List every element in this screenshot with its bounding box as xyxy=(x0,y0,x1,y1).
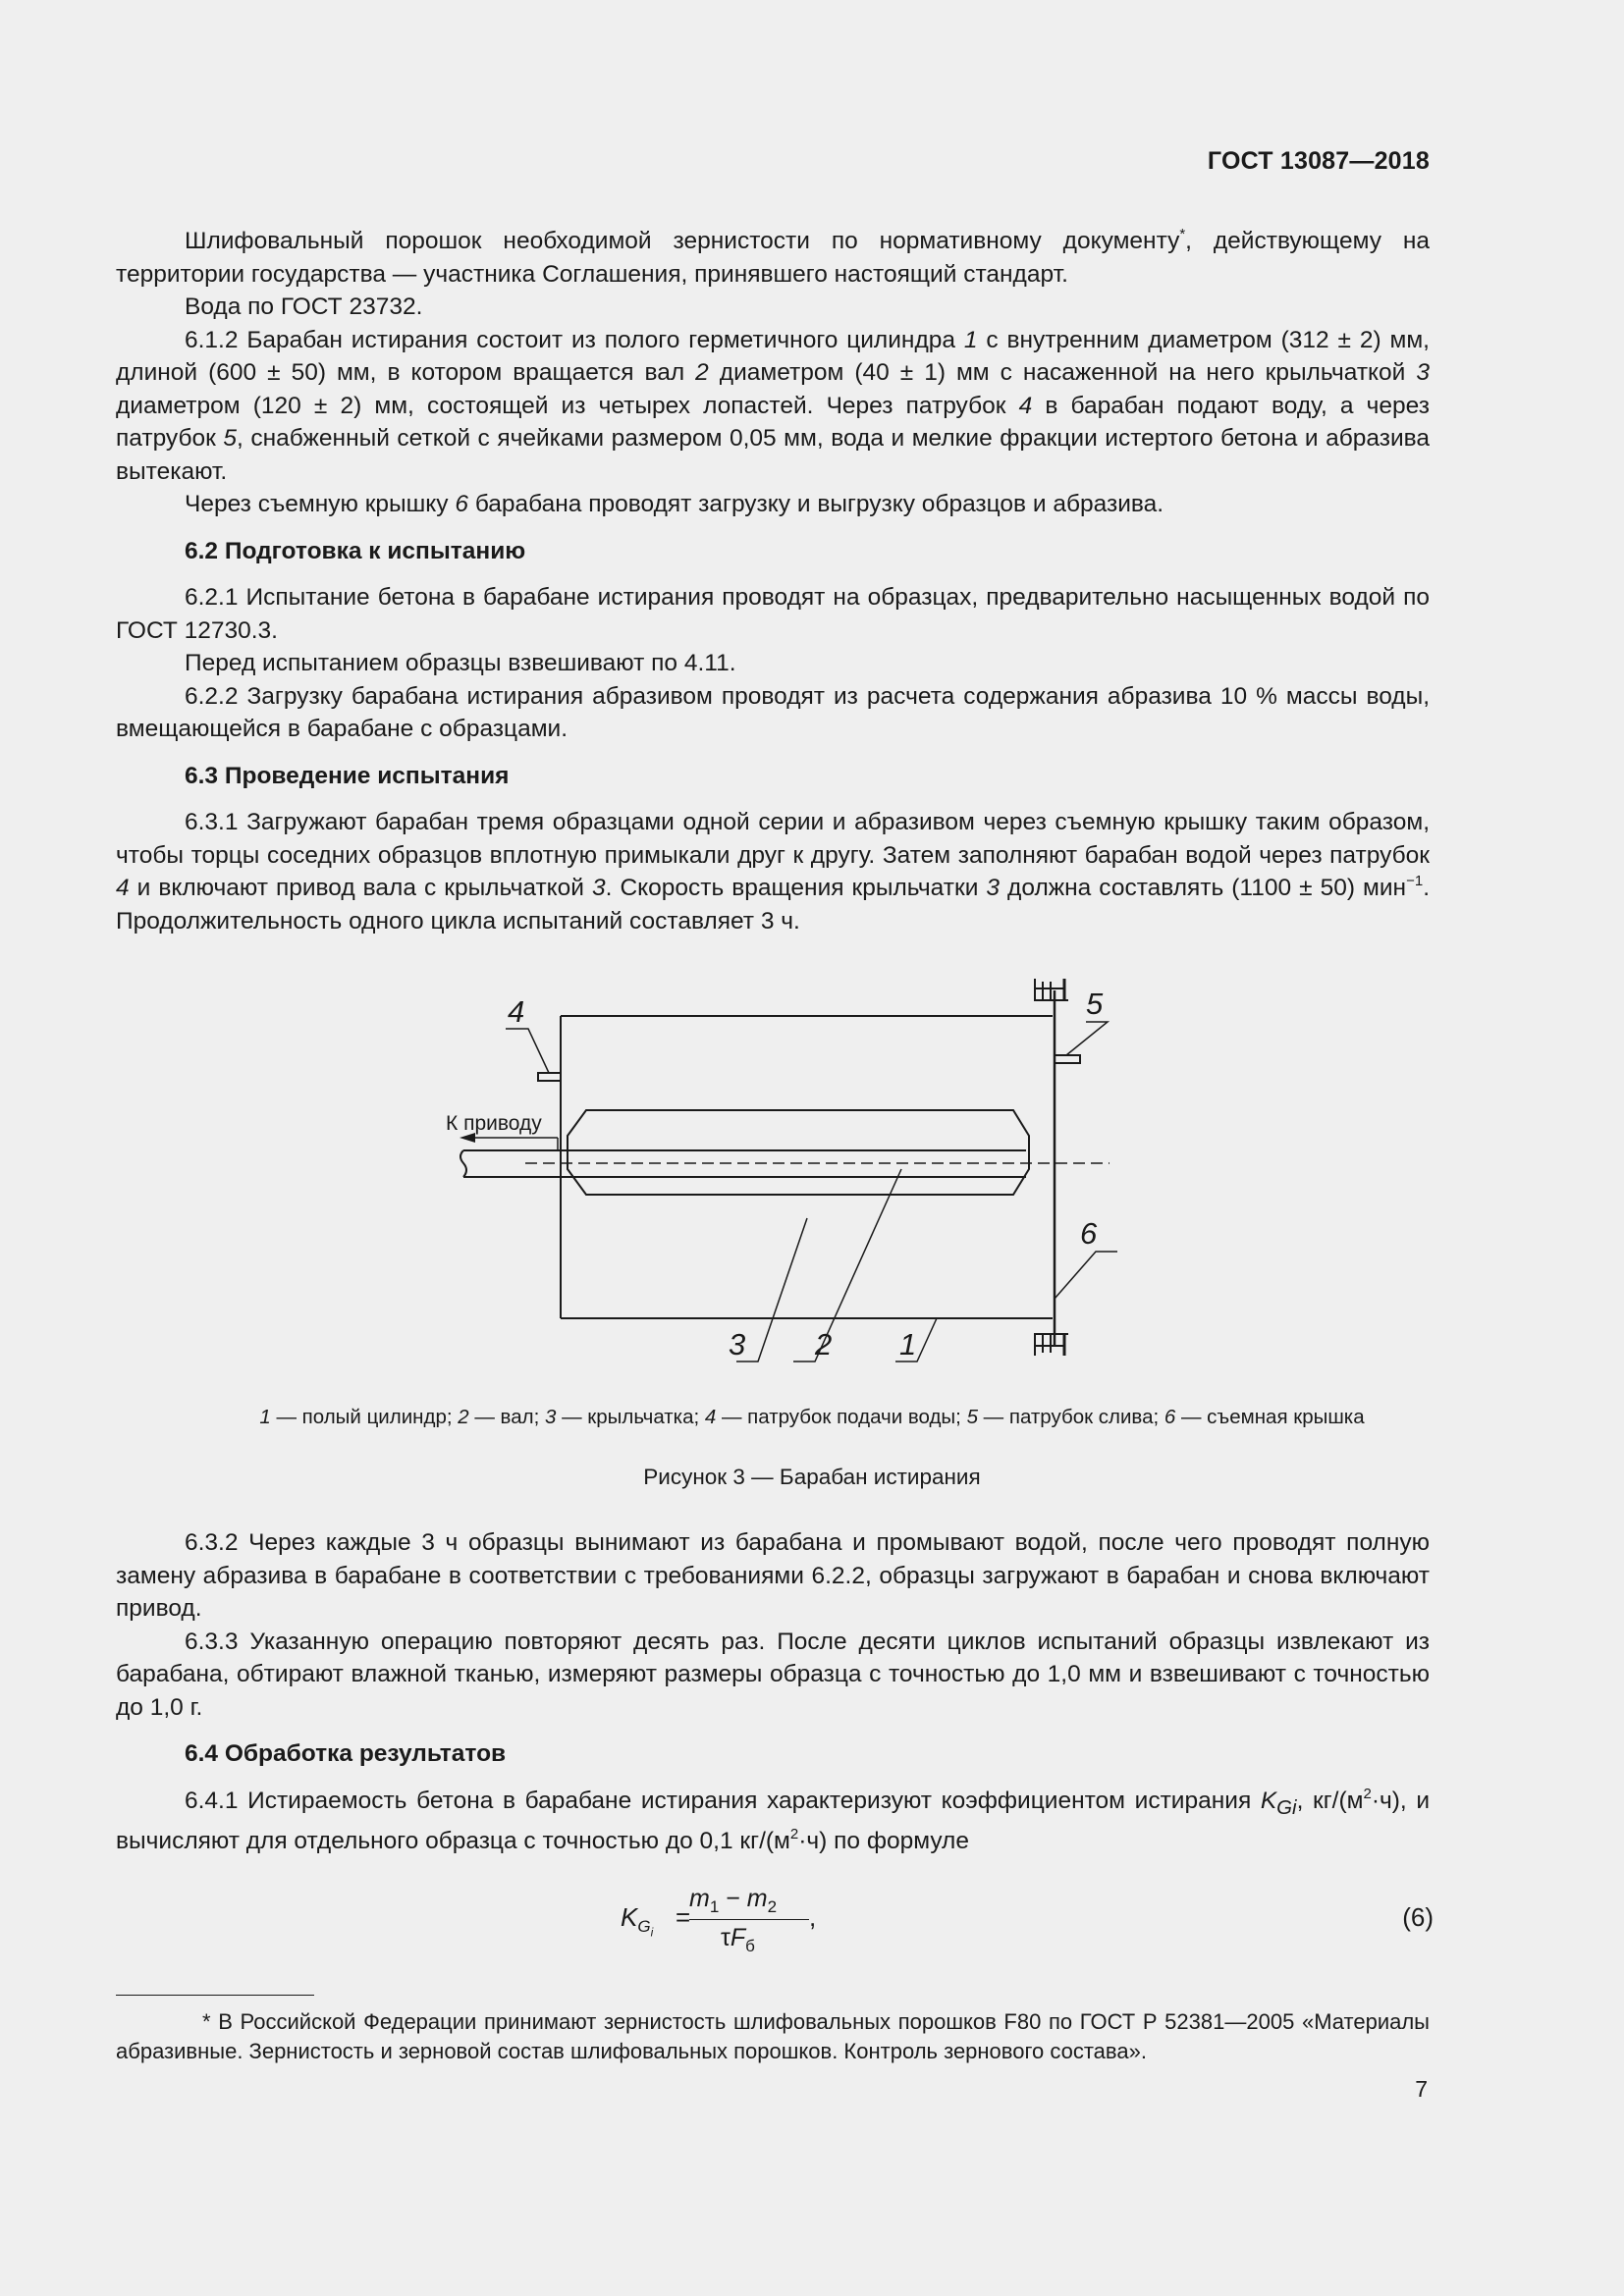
section-heading-6-4: 6.4 Обработка результатов xyxy=(185,1740,507,1767)
leader-4 xyxy=(506,1029,549,1073)
paragraph-6-4-1: 6.4.1 Истираемость бетона в барабане истирания характеризуют коэффициентом истирания $K_{Gi}$, $кг/(м^2\cdot ч)$, и вычисляют для отдельного образца с точностью до 0,1 $кг/(м^2\cdot ч)$ по формуле xyxy=(116,1785,1430,1854)
paragraph-water: Вода по ГОСТ 23732. xyxy=(185,294,423,320)
bottom-flange-bolt xyxy=(1035,1334,1064,1356)
paragraph-6-3-3: 6.3.3 Указанную операцию повторяют десять раз. После десяти циклов испытаний образцы извлекают из барабана, обтирают влажной тканью, измеряют размеры образца с точностью до 1,0 мм и взвешивают с точностью до 1,0 г. xyxy=(116,1628,1430,1721)
formula-denominator: $\tau F_б$ xyxy=(721,1924,755,1955)
paragraph-6-3-1: 6.3.1 Загружают барабан тремя образцами одной серии и абразивом через съемную крышку таким образом, чтобы торцы соседних образцов вплотную примыкали друг к другу. Затем заполняют барабан водой через патрубок 4 и включают привод вала с крыльчаткой 3. Скорость вращения крыльчатки 3 должна составлять (1100 ± 50) мин$^{-1}$. Продолжительность одного цикла испытаний составляет 3 ч. xyxy=(116,809,1430,934)
paragraph-6-2-1: 6.2.1 Испытание бетона в барабане истирания проводят на образцах, предварительно насыщенных водой по ГОСТ 12730.3. xyxy=(116,584,1430,644)
body-text-top xyxy=(116,225,1430,937)
document-number: ГОСТ 13087—2018 xyxy=(1207,147,1430,175)
paragraph-6-3-2: 6.3.2 Через каждые 3 ч образцы вынимают из барабана и промывают водой, после чего проводят полную замену абразива в барабане в соответствии с требованиями 6.2.2, образцы загружают в барабан и снова включают привод. xyxy=(116,1529,1430,1622)
formula-numerator: $m_1 - m_2$ xyxy=(689,1885,778,1916)
shaft-break xyxy=(460,1150,466,1177)
body-text-bottom xyxy=(116,1526,1430,1857)
formula-comma: , xyxy=(809,1902,817,1932)
label-4: 4 xyxy=(508,994,525,1029)
page-number: 7 xyxy=(1415,2076,1428,2102)
figure-legend: 1 — полый цилиндр; 2 — вал; 3 — крыльчатка; 4 — патрубок подачи воды; 5 — патрубок слива; 6 — съемная крышка xyxy=(259,1406,1365,1428)
section-heading-6-2: 6.2 Подготовка к испытанию xyxy=(185,537,526,564)
label-1: 1 xyxy=(899,1327,917,1362)
footnote-mark: * xyxy=(1179,226,1186,242)
top-flange-bolt xyxy=(1035,979,1064,1000)
fraction-bar xyxy=(689,1919,809,1920)
paragraph-lid: Через съемную крышку 6 барабана проводят загрузку и выгрузку образцов и абразива. xyxy=(185,491,1164,517)
formula-number: (6) xyxy=(1402,1902,1434,1932)
inlet-nozzle xyxy=(538,1073,561,1081)
paragraph-weighing: Перед испытанием образцы взвешивают по 4.11. xyxy=(185,650,736,676)
formula-6 xyxy=(609,1885,1434,1963)
drive-label: К приводу xyxy=(446,1112,542,1135)
impeller xyxy=(568,1110,1029,1195)
outlet-nozzle xyxy=(1055,1055,1080,1063)
leader-3 xyxy=(736,1218,807,1362)
footnote-rule xyxy=(116,1995,314,1996)
leader-5 xyxy=(1066,1022,1108,1055)
label-2: 2 xyxy=(815,1327,833,1362)
leader-2 xyxy=(793,1169,901,1362)
label-5: 5 xyxy=(1086,987,1104,1021)
figure-caption: Рисунок 3 — Барабан истирания xyxy=(643,1465,981,1489)
footnote-text: * В Российской Федерации принимают зернистость шлифовальных порошков F80 по ГОСТ Р 52381—2005 «Материалы абразивные. Зернистость и зерновой состав шлифовальных порошков. Контроль зернового состава». xyxy=(116,2009,1430,2063)
figure-drum-diagram xyxy=(432,967,1139,1369)
paragraph-6-2-2: 6.2.2 Загрузку барабана истирания абразивом проводят из расчета содержания абразива 10 % массы воды, вмещающейся в барабане с образцами. xyxy=(116,682,1430,742)
label-3: 3 xyxy=(729,1327,746,1362)
formula-equals: = xyxy=(676,1902,691,1932)
leader-6 xyxy=(1055,1252,1117,1299)
label-6: 6 xyxy=(1080,1216,1098,1251)
footnote xyxy=(116,2007,1430,2066)
section-heading-6-3: 6.3 Проведение испытания xyxy=(185,762,510,789)
paragraph-abrasive: Шлифовальный порошок необходимой зернистости по нормативному документу*, действующему на территории государства — участника Соглашения, принявшего настоящий стандарт. xyxy=(116,226,1430,288)
paragraph-6-1-2: 6.1.2 Барабан истирания состоит из полого герметичного цилиндра 1 с внутренним диаметром (312 ± 2) мм, длиной (600 ± 50) мм, в котором вращается вал 2 диаметром (40 ± 1) мм с насаженной на него крыльчаткой 3 диаметром (120 ± 2) мм, состоящей из четырех лопастей. Через патрубок 4 в барабан подают воду, а через патрубок 5, снабженный сеткой с ячейками размером 0,05 мм, вода и мелкие фракции истертого бетона и абразива вытекают. xyxy=(116,326,1431,485)
formula-lhs: $K_{G_i}$ xyxy=(621,1902,654,1940)
